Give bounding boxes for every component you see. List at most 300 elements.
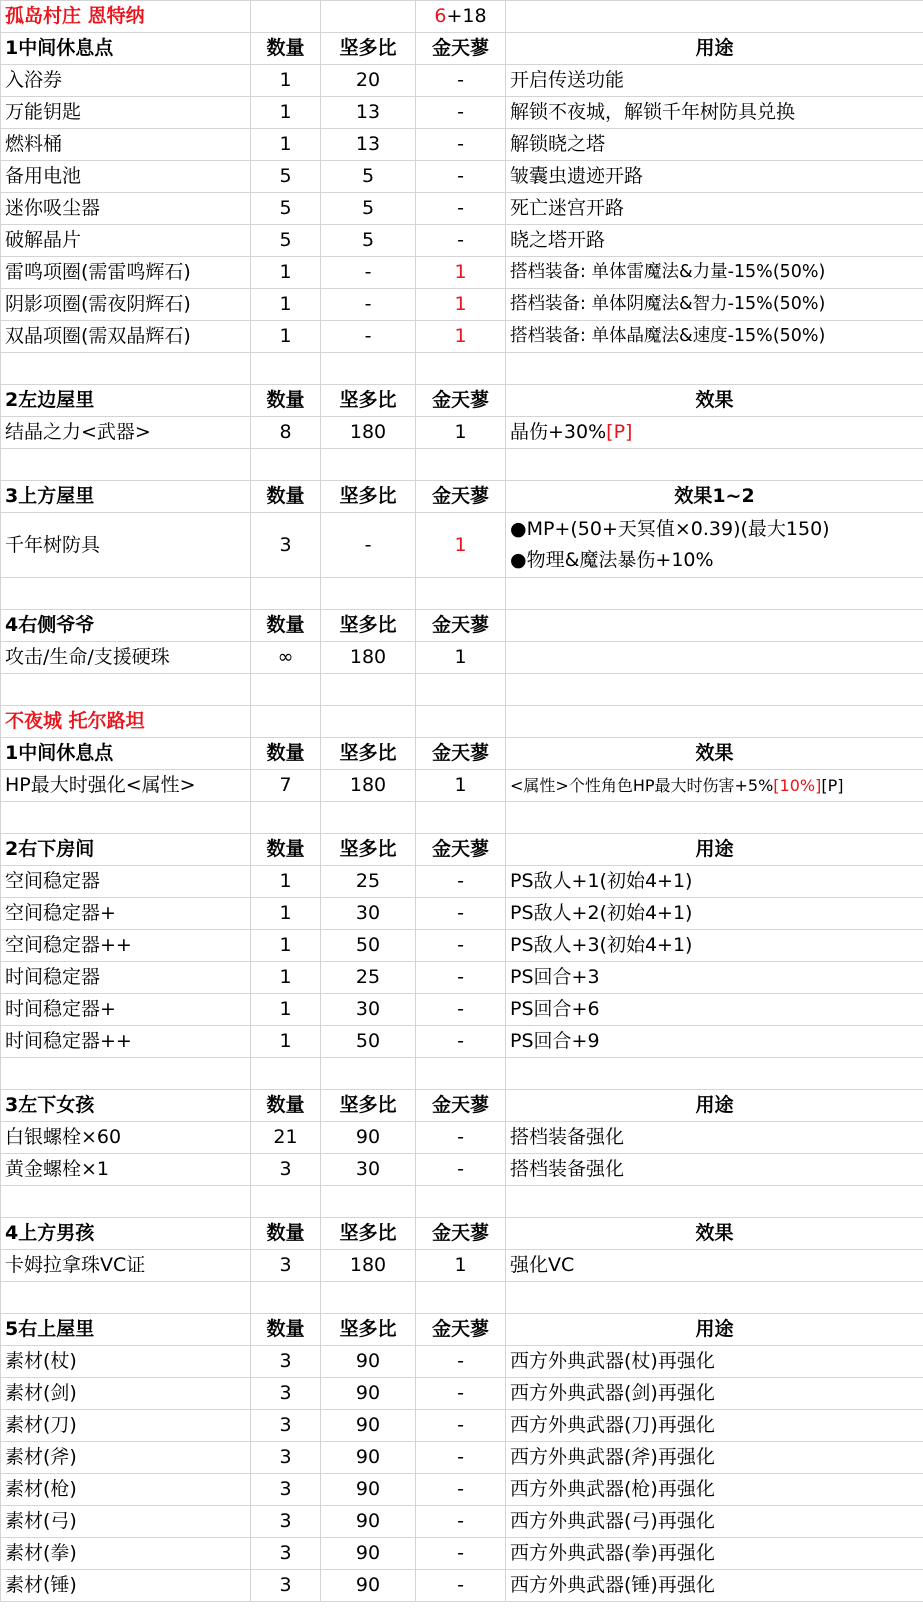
cost-jtl: - [416,65,506,97]
quantity: 3 [251,1570,321,1602]
cost-jdb: 90 [321,1538,416,1570]
item-name: 素材(斧) [1,1442,251,1474]
table-row [1,417,923,449]
table-row [1,1410,923,1442]
column-header: 金天蓼 [416,1218,506,1250]
quantity: 3 [251,1378,321,1410]
cost-jtl: - [416,1154,506,1186]
item-name: 素材(弓) [1,1506,251,1538]
table-row [1,1154,923,1186]
cost-jtl: 1 [416,770,506,802]
description: 死亡迷宫开路 [506,193,923,225]
table-row [1,1538,923,1570]
column-header [506,610,923,642]
blank-row [1,449,923,481]
table-cell [251,674,321,706]
cost-jtl: 1 [416,321,506,353]
column-header: 用途 [506,834,923,866]
item-name: 黄金螺栓×1 [1,1154,251,1186]
column-header: 数量 [251,385,321,417]
table-cell [1,449,251,481]
table-cell [506,706,923,738]
cost-jdb: 50 [321,1026,416,1058]
description: PS回合+6 [506,994,923,1026]
table-cell [321,674,416,706]
column-header: 数量 [251,834,321,866]
table-cell [251,802,321,834]
quantity: 1 [251,65,321,97]
table-cell [506,353,923,385]
table-cell [506,449,923,481]
description: 西方外典武器(弓)再强化 [506,1506,923,1538]
description-text: 晶伤+30% [510,421,607,443]
table-cell [416,1058,506,1090]
blank-row [1,353,923,385]
description: PS敌人+2(初始4+1) [506,898,923,930]
description-line: ●MP+(50+天冥值×0.39)(最大150) [510,518,830,540]
cost-jtl: - [416,225,506,257]
description-suffix: [10%] [773,776,822,795]
quantity: 3 [251,1442,321,1474]
item-name: 备用电池 [1,161,251,193]
table-cell [416,674,506,706]
table-cell [321,449,416,481]
description: 搭档装备: 单体晶魔法&速度-15%(50%) [506,321,923,353]
cost-jtl: - [416,1346,506,1378]
cost-jdb: 25 [321,962,416,994]
table-cell [251,1,321,33]
table-row [1,994,923,1026]
quantity: 3 [251,1410,321,1442]
item-name: 空间稳定器 [1,866,251,898]
cost-jtl: - [416,1378,506,1410]
table-cell [251,1282,321,1314]
table-cell [506,674,923,706]
cost-jtl: 1 [416,417,506,449]
column-header: 坚多比 [321,481,416,513]
column-header: 坚多比 [321,834,416,866]
table-row [1,1474,923,1506]
description: 西方外典武器(锤)再强化 [506,1570,923,1602]
table-row [1,193,923,225]
table-row [1,161,923,193]
table-cell [321,1186,416,1218]
description: 搭档装备强化 [506,1122,923,1154]
cost-jdb: 90 [321,1442,416,1474]
quantity: 1 [251,898,321,930]
total-count [416,706,506,738]
item-name: 卡姆拉拿珠VC证 [1,1250,251,1282]
column-header: 坚多比 [321,385,416,417]
description [506,770,923,802]
quantity: 1 [251,321,321,353]
cost-jtl: 1 [416,257,506,289]
description: 晓之塔开路 [506,225,923,257]
location-title-row [1,706,923,738]
section-header-row [1,738,923,770]
location-title-row [1,1,923,33]
item-name: 阴影项圈(需夜阴辉石) [1,289,251,321]
section-title: 1中间休息点 [1,33,251,65]
description-suffix: [P] [606,421,633,443]
description: 西方外典武器(斧)再强化 [506,1442,923,1474]
description: 强化VC [506,1250,923,1282]
description: PS敌人+1(初始4+1) [506,866,923,898]
table-row [1,129,923,161]
section-title: 5右上屋里 [1,1314,251,1346]
table-row [1,1122,923,1154]
description: 搭档装备强化 [506,1154,923,1186]
cost-jtl: - [416,129,506,161]
item-name: 素材(拳) [1,1538,251,1570]
blank-row [1,802,923,834]
column-header: 金天蓼 [416,1314,506,1346]
section-header-row [1,1314,923,1346]
cost-jtl: - [416,193,506,225]
item-name: 燃料桶 [1,129,251,161]
table-cell [321,1,416,33]
table-cell [251,1058,321,1090]
blank-row [1,578,923,610]
table-row [1,1346,923,1378]
column-header: 用途 [506,1314,923,1346]
quantity: 3 [251,1154,321,1186]
table-cell [1,674,251,706]
quantity: 1 [251,866,321,898]
cost-jdb: 180 [321,770,416,802]
table-row [1,289,923,321]
table-row [1,1506,923,1538]
blank-row [1,1058,923,1090]
table-row [1,97,923,129]
item-name: 千年树防具 [1,513,251,578]
column-header: 坚多比 [321,738,416,770]
table-row [1,225,923,257]
description: 西方外典武器(剑)再强化 [506,1378,923,1410]
item-name: 素材(枪) [1,1474,251,1506]
column-header: 数量 [251,610,321,642]
cost-jdb: 20 [321,65,416,97]
item-name: 空间稳定器++ [1,930,251,962]
section-header-row [1,834,923,866]
description [506,642,923,674]
description: 西方外典武器(杖)再强化 [506,1346,923,1378]
item-name: 雷鸣项圈(需雷鸣辉石) [1,257,251,289]
table-cell [1,1282,251,1314]
column-header: 坚多比 [321,1090,416,1122]
item-name: 攻击/生命/支援硬珠 [1,642,251,674]
item-name: 素材(刀) [1,1410,251,1442]
item-name: 空间稳定器+ [1,898,251,930]
cost-jdb: 5 [321,161,416,193]
quantity: 5 [251,193,321,225]
quantity: 5 [251,225,321,257]
description: PS回合+9 [506,1026,923,1058]
column-header: 数量 [251,1314,321,1346]
table-cell [506,802,923,834]
cost-jdb: 90 [321,1506,416,1538]
cost-jdb: 30 [321,898,416,930]
cost-jtl: 1 [416,289,506,321]
section-title: 1中间休息点 [1,738,251,770]
column-header: 金天蓼 [416,834,506,866]
table-cell [1,578,251,610]
section-header-row [1,1218,923,1250]
cost-jtl: - [416,962,506,994]
cost-jdb: 25 [321,866,416,898]
description: PS回合+3 [506,962,923,994]
quantity: 7 [251,770,321,802]
item-name: 时间稳定器 [1,962,251,994]
column-header: 效果 [506,738,923,770]
cost-jtl: - [416,1122,506,1154]
description-line: ●物理&魔法暴伤+10% [510,549,714,571]
item-name: 时间稳定器+ [1,994,251,1026]
table-row [1,1378,923,1410]
description: PS敌人+3(初始4+1) [506,930,923,962]
cost-jtl: - [416,1474,506,1506]
item-name: 入浴券 [1,65,251,97]
description: 搭档装备: 单体阴魔法&智力-15%(50%) [506,289,923,321]
cost-jdb: 30 [321,1154,416,1186]
quantity: 1 [251,257,321,289]
table-cell [506,1186,923,1218]
table-cell [416,449,506,481]
column-header: 金天蓼 [416,610,506,642]
cost-jdb: 13 [321,97,416,129]
table-cell [251,1186,321,1218]
table-cell [321,1282,416,1314]
item-name: 素材(杖) [1,1346,251,1378]
location-title: 孤岛村庄 恩特纳 [1,1,251,33]
table-row [1,642,923,674]
description: 解锁晓之塔 [506,129,923,161]
table-row [1,1250,923,1282]
item-name: 素材(锤) [1,1570,251,1602]
cost-jdb: 90 [321,1378,416,1410]
column-header: 金天蓼 [416,481,506,513]
column-header: 坚多比 [321,1314,416,1346]
table-row [1,930,923,962]
table-cell [251,706,321,738]
blank-row [1,1282,923,1314]
quantity: 1 [251,994,321,1026]
quantity: 3 [251,1474,321,1506]
cost-jdb: - [321,289,416,321]
cost-jdb: 5 [321,193,416,225]
table-cell [251,353,321,385]
item-name: 白银螺栓×60 [1,1122,251,1154]
table-cell [416,578,506,610]
cost-jdb: 90 [321,1122,416,1154]
section-header-row [1,481,923,513]
description: 搭档装备: 单体雷魔法&力量-15%(50%) [506,257,923,289]
quantity: 5 [251,161,321,193]
description: 皱囊虫遗迹开路 [506,161,923,193]
quantity: 21 [251,1122,321,1154]
column-header: 数量 [251,1218,321,1250]
item-name: 破解晶片 [1,225,251,257]
cost-jtl: - [416,161,506,193]
table-cell [416,802,506,834]
cost-jdb: 90 [321,1570,416,1602]
table-row [1,1570,923,1602]
column-header: 坚多比 [321,33,416,65]
section-header-row [1,385,923,417]
cost-jtl: 1 [416,642,506,674]
cost-jdb: 90 [321,1474,416,1506]
table-cell [506,1058,923,1090]
cost-jdb: 50 [321,930,416,962]
cost-jtl: 1 [416,513,506,578]
table-row [1,513,923,578]
description: 西方外典武器(枪)再强化 [506,1474,923,1506]
quantity: 1 [251,289,321,321]
cost-jdb: - [321,513,416,578]
table-cell [506,1282,923,1314]
section-title: 2左边屋里 [1,385,251,417]
item-name: 迷你吸尘器 [1,193,251,225]
column-header: 效果 [506,385,923,417]
cost-jtl: - [416,930,506,962]
table-row [1,1026,923,1058]
quantity: 3 [251,1506,321,1538]
cost-jdb: 180 [321,642,416,674]
table-cell [416,353,506,385]
quantity: 1 [251,129,321,161]
section-title: 3上方屋里 [1,481,251,513]
cost-jtl: - [416,1410,506,1442]
table-row [1,1442,923,1474]
cost-jdb: 5 [321,225,416,257]
table-row [1,866,923,898]
column-header: 金天蓼 [416,738,506,770]
cost-jtl: - [416,1026,506,1058]
description: 西方外典武器(刀)再强化 [506,1410,923,1442]
column-header: 金天蓼 [416,385,506,417]
quantity: 1 [251,97,321,129]
table-cell [1,1058,251,1090]
cost-jdb: 90 [321,1346,416,1378]
column-header: 金天蓼 [416,1090,506,1122]
section-header-row [1,33,923,65]
cost-jtl: - [416,97,506,129]
column-header: 金天蓼 [416,33,506,65]
table-cell [251,578,321,610]
item-name: 结晶之力<武器> [1,417,251,449]
section-title: 2右下房间 [1,834,251,866]
description [506,417,923,449]
cost-jtl: - [416,898,506,930]
location-title: 不夜城 托尔路坦 [1,706,251,738]
table-cell [506,578,923,610]
section-title: 3左下女孩 [1,1090,251,1122]
cost-jdb: - [321,257,416,289]
description-text: <属性>个性角色HP最大时伤害+5% [510,776,774,795]
quantity: 1 [251,962,321,994]
cost-jtl: 1 [416,1250,506,1282]
column-header: 数量 [251,33,321,65]
column-header: 坚多比 [321,1218,416,1250]
cost-jdb: - [321,321,416,353]
blank-row [1,674,923,706]
item-name: 双晶项圈(需双晶辉石) [1,321,251,353]
total-count-extra: +18 [446,5,487,27]
cost-jtl: - [416,1538,506,1570]
column-header: 数量 [251,738,321,770]
cost-jdb: 30 [321,994,416,1026]
description: 开启传送功能 [506,65,923,97]
table-row [1,257,923,289]
cost-jtl: - [416,994,506,1026]
table-cell [321,353,416,385]
quantity: 1 [251,1026,321,1058]
cost-jtl: - [416,1442,506,1474]
table-row [1,65,923,97]
table-row [1,962,923,994]
item-name: 素材(剑) [1,1378,251,1410]
cost-jdb: 180 [321,1250,416,1282]
total-count-red: 6 [434,5,447,27]
cost-jdb: 13 [321,129,416,161]
quantity: 3 [251,1250,321,1282]
quantity: 3 [251,513,321,578]
description: 解锁不夜城，解锁千年树防具兑换 [506,97,923,129]
item-name: HP最大时强化<属性> [1,770,251,802]
column-header: 用途 [506,33,923,65]
table-cell [1,802,251,834]
description: 西方外典武器(拳)再强化 [506,1538,923,1570]
section-header-row [1,610,923,642]
column-header: 数量 [251,1090,321,1122]
section-header-row [1,1090,923,1122]
quantity: 3 [251,1538,321,1570]
item-name: 时间稳定器++ [1,1026,251,1058]
cost-jtl: - [416,866,506,898]
cost-jdb: 90 [321,1410,416,1442]
quantity: 8 [251,417,321,449]
table-cell [1,1186,251,1218]
cost-jtl: - [416,1506,506,1538]
table-row [1,770,923,802]
cost-jdb: 180 [321,417,416,449]
total-count [416,1,506,33]
table-row [1,321,923,353]
table-cell [321,802,416,834]
table-cell [321,578,416,610]
table-row [1,898,923,930]
quantity: 1 [251,930,321,962]
description-suffix-2: [P] [821,776,844,795]
section-title: 4上方男孩 [1,1218,251,1250]
column-header: 数量 [251,481,321,513]
quantity: 3 [251,1346,321,1378]
description [506,513,923,578]
section-title: 4右侧爷爷 [1,610,251,642]
column-header: 效果 [506,1218,923,1250]
column-header: 效果1~2 [506,481,923,513]
table-cell [321,1058,416,1090]
table-cell [416,1186,506,1218]
table-cell [416,1282,506,1314]
table-cell [506,1,923,33]
table-cell [321,706,416,738]
table-cell [1,353,251,385]
cost-jtl: - [416,1570,506,1602]
column-header: 坚多比 [321,610,416,642]
blank-row [1,1186,923,1218]
table-cell [251,449,321,481]
